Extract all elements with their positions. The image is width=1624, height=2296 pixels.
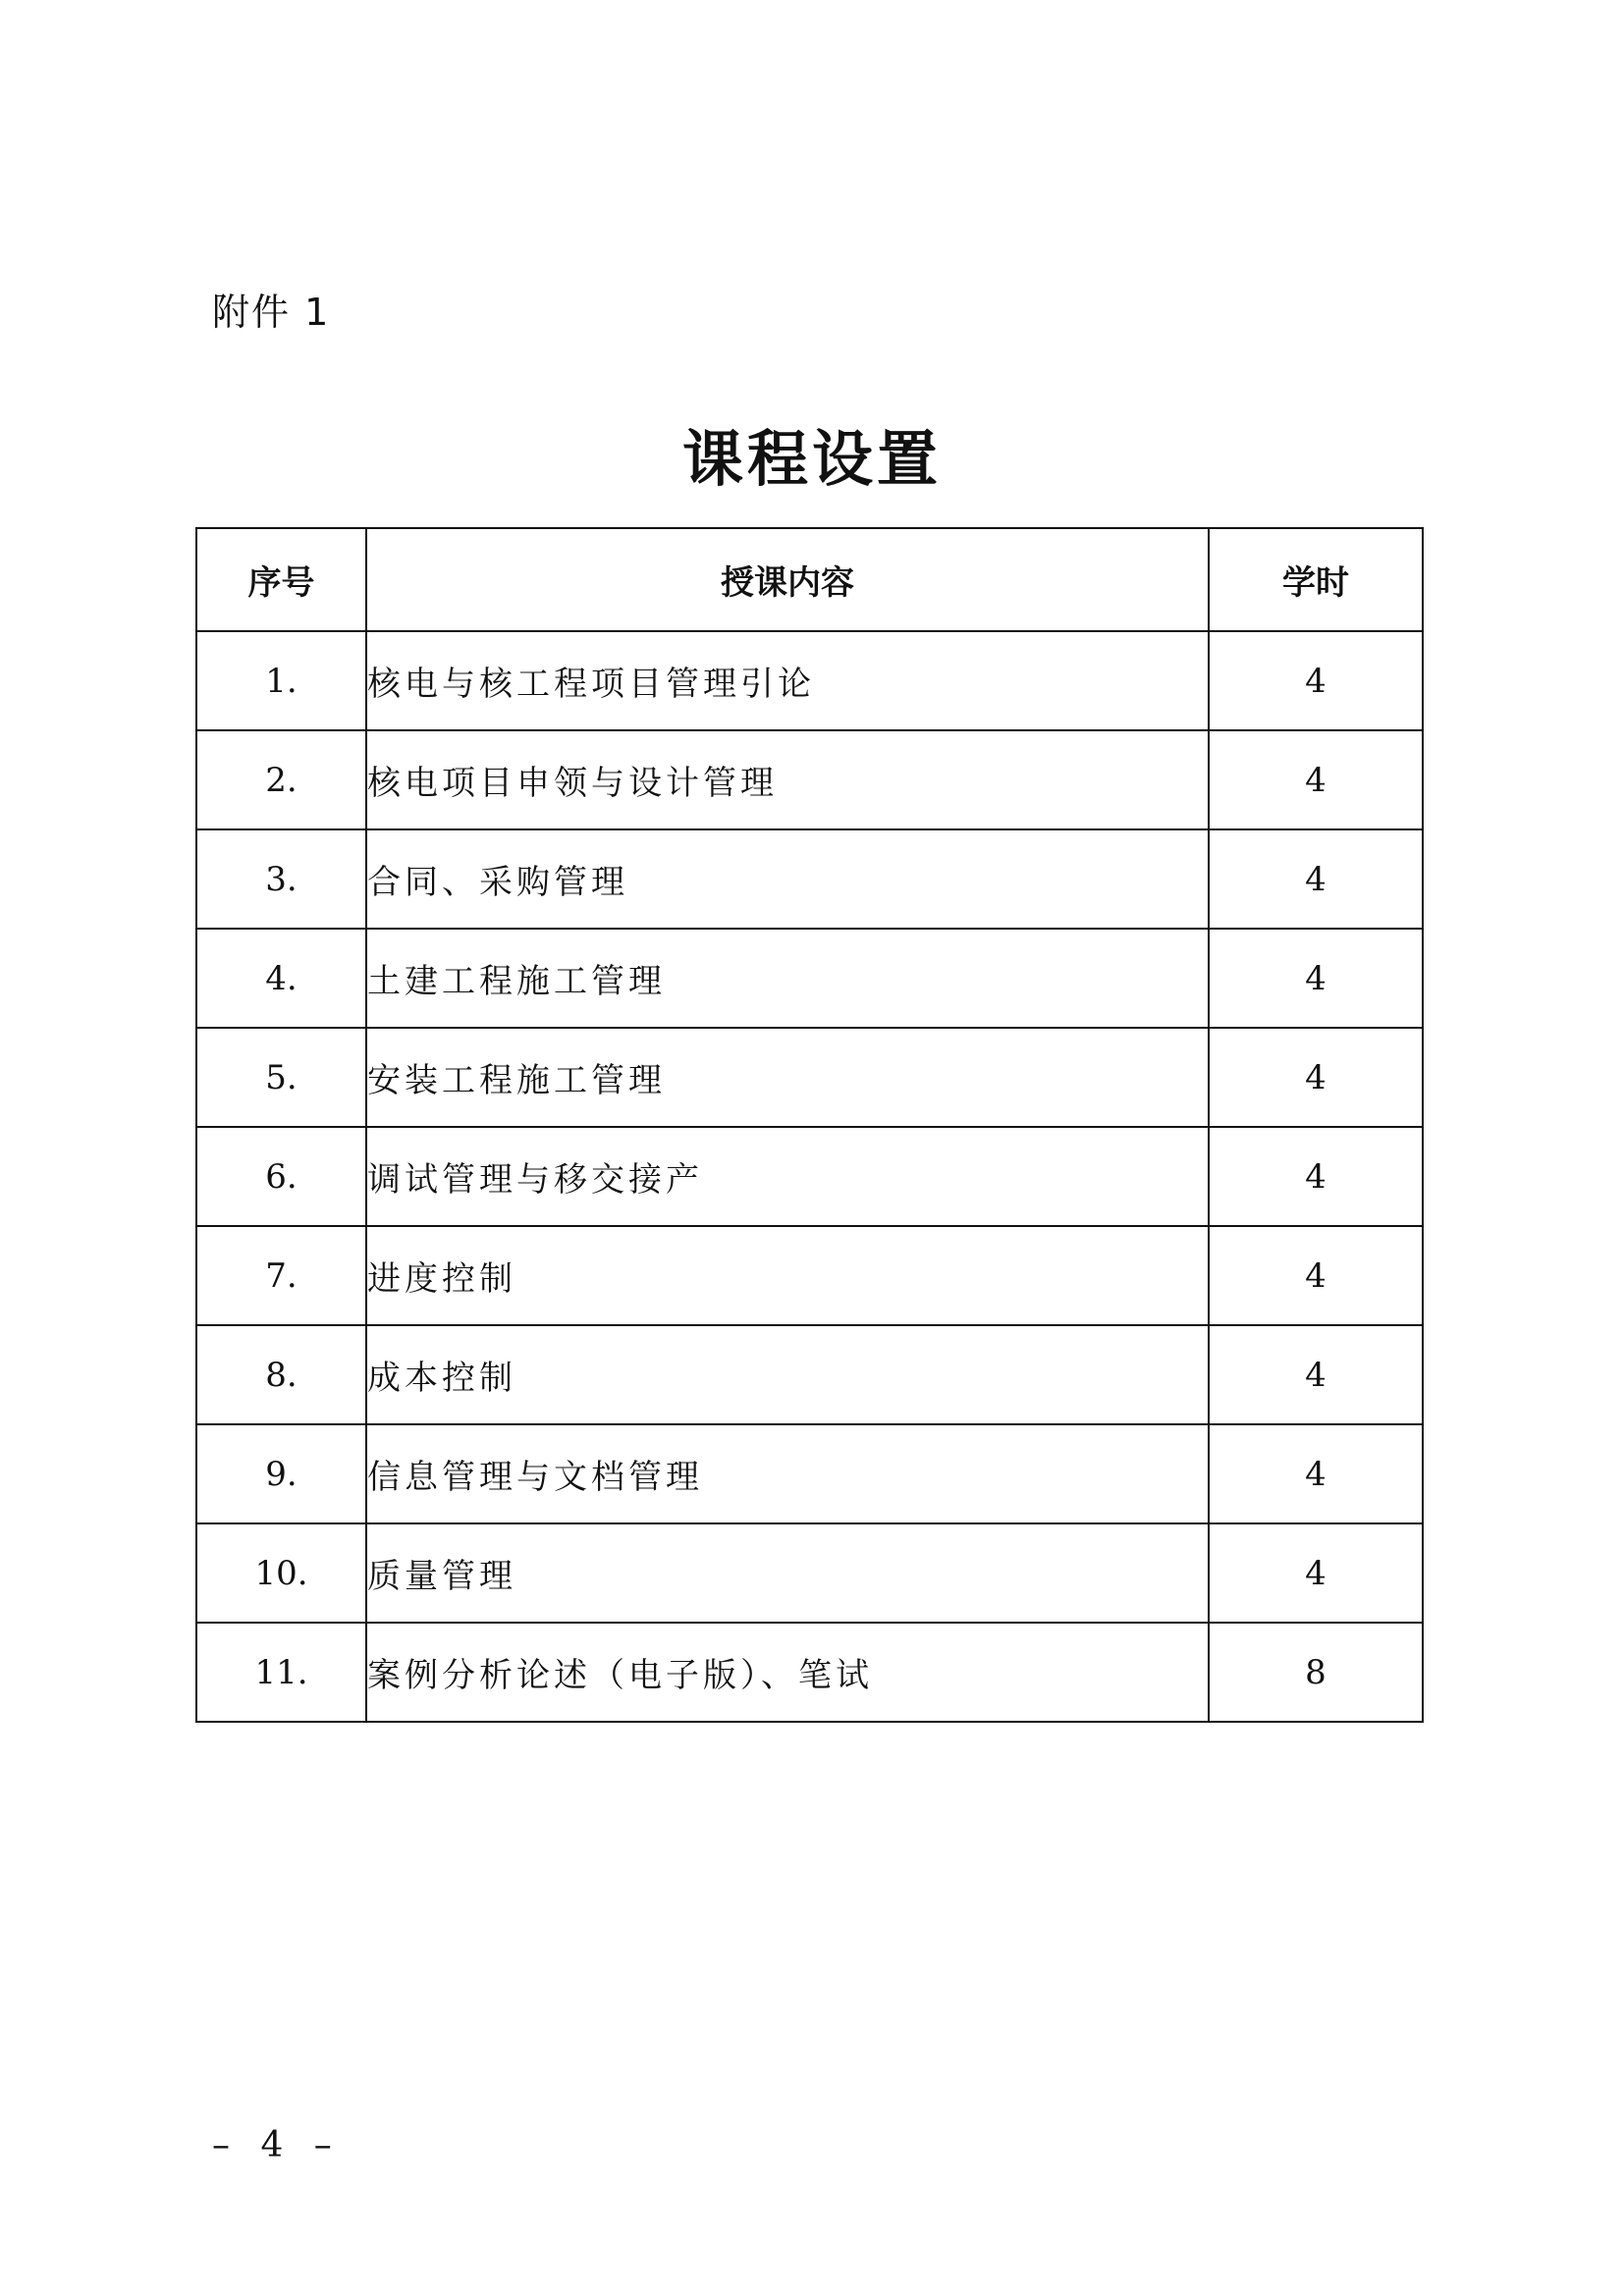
row-content: 信息管理与文档管理 [366, 1424, 1209, 1523]
row-content: 进度控制 [366, 1226, 1209, 1325]
row-hours: 4 [1209, 1028, 1423, 1127]
row-number: 2. [196, 730, 366, 829]
row-number: 7. [196, 1226, 366, 1325]
row-hours: 4 [1209, 730, 1423, 829]
row-number: 9. [196, 1424, 366, 1523]
table-row [196, 730, 1423, 829]
row-number: 1. [196, 631, 366, 730]
row-number: 5. [196, 1028, 366, 1127]
row-content: 核电项目申领与设计管理 [366, 730, 1209, 829]
row-number: 6. [196, 1127, 366, 1226]
row-content: 调试管理与移交接产 [366, 1127, 1209, 1226]
row-number: 8. [196, 1325, 366, 1424]
row-number: 4. [196, 929, 366, 1028]
row-hours: 4 [1209, 1226, 1423, 1325]
row-content: 合同、采购管理 [366, 829, 1209, 929]
attachment-label: 附件 1 [212, 291, 331, 334]
row-hours: 4 [1209, 1523, 1423, 1623]
page-title: 课程设置 [681, 423, 942, 495]
course-table [195, 527, 1424, 1723]
table-row [196, 1424, 1423, 1523]
row-number: 3. [196, 829, 366, 929]
row-number: 10. [196, 1523, 366, 1623]
row-content: 成本控制 [366, 1325, 1209, 1424]
row-hours: 4 [1209, 631, 1423, 730]
row-content: 土建工程施工管理 [366, 929, 1209, 1028]
table-row [196, 1028, 1423, 1127]
table-row [196, 929, 1423, 1028]
table-row [196, 1623, 1423, 1722]
table-row [196, 1127, 1423, 1226]
table-row [196, 631, 1423, 730]
row-content: 安装工程施工管理 [366, 1028, 1209, 1127]
header-hours: 学时 [1209, 528, 1423, 631]
row-hours: 4 [1209, 829, 1423, 929]
table-row [196, 1325, 1423, 1424]
table-row [196, 1523, 1423, 1623]
row-content: 核电与核工程项目管理引论 [366, 631, 1209, 730]
page-number: – 4 – [212, 2125, 342, 2165]
row-hours: 4 [1209, 1127, 1423, 1226]
row-content: 案例分析论述（电子版）、笔试 [366, 1623, 1209, 1722]
row-hours: 4 [1209, 929, 1423, 1028]
table-header-row [196, 528, 1423, 631]
row-hours: 8 [1209, 1623, 1423, 1722]
row-hours: 4 [1209, 1325, 1423, 1424]
row-hours: 4 [1209, 1424, 1423, 1523]
header-no: 序号 [196, 528, 366, 631]
row-number: 11. [196, 1623, 366, 1722]
header-content: 授课内容 [366, 528, 1209, 631]
table-row [196, 1226, 1423, 1325]
table-row [196, 829, 1423, 929]
row-content: 质量管理 [366, 1523, 1209, 1623]
